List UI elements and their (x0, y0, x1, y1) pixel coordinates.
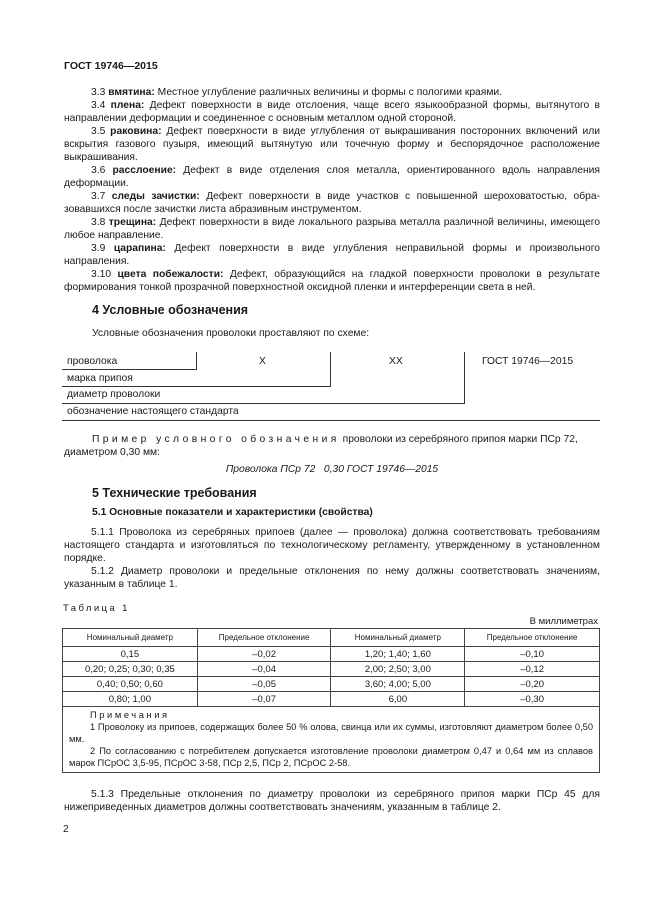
example-formula: Проволока ПСр 72 0,30 ГОСТ 19746—2015 (225, 464, 439, 475)
scheme-line (62, 420, 600, 421)
def-text: Дефект поверхности в виде углубления от выкрашивания посторонних включений или вскрытия газового пузыря, имеющий вытянутую или точечную форму и беспорядочное расположение выкрашивания. (64, 126, 600, 163)
section-4-title: 4 Условные обозначения (92, 303, 249, 317)
table-1-units: В миллиметрах (529, 616, 598, 627)
scheme-line (62, 386, 331, 387)
scheme-diameter: диаметр проволоки (67, 389, 161, 400)
paragraph-5-1-2: 5.1.2 Диаметр проволоки и предельные отклонения по нему должны соответствовать значениям, указанным в таблице 1. (64, 566, 600, 590)
def-text: Дефект в виде отделения слоя металла, ориентированного вдоль направления деформации. (64, 165, 600, 189)
def-num: 3.6 (91, 165, 106, 176)
def-term: вмятина: (108, 87, 155, 98)
example-line-1 (92, 433, 578, 446)
table-cell: 0,20; 0,25; 0,30; 0,35 (63, 662, 198, 677)
def-text: Дефект поверхности в виде участков с повышенной шероховатостью, образовавшихся после зачистки листа абразивным инструментом. (64, 191, 600, 215)
section-4-intro: Условные обозначения проволоки проставляют по схеме: (92, 328, 370, 339)
definition-3-3 (64, 86, 600, 99)
def-text: Дефект поверхности в виде отслоения, чаще всего языкообразной формы, вытянутого в направлении деформации и соединенное с основным металлом одной стороной. (64, 100, 600, 124)
table-cell: 6,00 (331, 692, 465, 707)
def-text: Дефект поверхности в виде углубления неправильной формы и произвольного направления. (64, 243, 600, 267)
table-header-row (63, 629, 600, 647)
table-notes (63, 707, 600, 773)
paragraph-5-1-1: 5.1.1 Проволока из серебряных припоев (далее — проволока) должна соответствовать требованиям настоящего стандарта и изготовляться по технологическому регламенту, утвержденному в установленном порядке. (64, 527, 600, 564)
def-num: 3.7 (91, 191, 106, 202)
table-cell: –0,30 (465, 692, 600, 707)
scheme-line (196, 352, 197, 370)
def-term: царапина: (113, 243, 166, 254)
definition-3-4 (64, 99, 600, 125)
subsection-5-1-title: 5.1 Основные показатели и характеристики (свойства) (92, 507, 373, 518)
page-number: 2 (63, 824, 69, 835)
scheme-line (62, 403, 465, 404)
def-num: 3.4 (91, 100, 106, 111)
header-cell: Номинальный диаметр (331, 629, 465, 647)
note-2: 2 По согласованию с потребителем допускается изготовление проволоки диаметром 0,47 и 0,64 мм из сплавов марок ПСрОС 3,5-95, ПСрОС 3-58, ПСр 2,5, ПСр 2, ПСрОС 2-58. (69, 746, 593, 768)
table-row (63, 647, 600, 662)
def-text: Дефект, образующийся на гладкой поверхности проволоки в результате формирования тонкой прозрачной поверхностной оксидной пленки и интерференции света в ней. (64, 269, 600, 293)
definition-3-5 (64, 125, 600, 164)
def-term: плена: (110, 100, 145, 111)
def-term: следы зачистки: (111, 191, 200, 202)
scheme-std: ГОСТ 19746—2015 (482, 356, 574, 367)
table-cell: –0,05 (197, 677, 331, 692)
note-1: 1 Проволоку из припоев, содержащих более 50 % олова, свинца или их суммы, изготовляют диаметром более 0,50 мм. (69, 722, 593, 744)
table-cell: –0,10 (465, 647, 600, 662)
def-num: 3.9 (91, 243, 106, 254)
table-row (63, 677, 600, 692)
table-row (63, 692, 600, 707)
def-num: 3.5 (91, 126, 106, 137)
paragraph-5-1-3: 5.1.3 Предельные отклонения по диаметру проволоки из серебряного припоя марки ПСр 45 для нижеприведенных диаметров должны соответствовать значениям, указанным в таблице 2. (64, 789, 600, 813)
notes-title: Примечания (90, 710, 170, 720)
table-row (63, 662, 600, 677)
document-header: ГОСТ 19746—2015 (64, 60, 158, 72)
table-cell: –0,07 (197, 692, 331, 707)
table-cell: –0,04 (197, 662, 331, 677)
def-term: цвета побежалости: (117, 269, 224, 280)
definition-3-10 (64, 268, 600, 294)
table-cell: –0,12 (465, 662, 600, 677)
def-term: расслоение: (112, 165, 177, 176)
scheme-line (464, 352, 465, 404)
scheme-standard: обозначение настоящего стандарта (67, 406, 239, 417)
example-line-2: диаметром 0,30 мм: (64, 447, 160, 458)
header-cell: Предельное отклонение (197, 629, 331, 647)
definition-3-7 (64, 190, 600, 216)
def-term: раковина: (110, 126, 162, 137)
table-cell: 0,15 (63, 647, 198, 662)
header-cell: Предельное отклонение (465, 629, 600, 647)
definition-3-8 (64, 216, 600, 242)
definition-3-6 (64, 164, 600, 190)
table-cell: 1,20; 1,40; 1,60 (331, 647, 465, 662)
table-cell: –0,20 (465, 677, 600, 692)
table-1-caption: Таблица 1 (63, 603, 130, 614)
scheme-xx: XX (389, 356, 403, 367)
definition-3-9 (64, 242, 600, 268)
table-cell: 2,00; 2,50; 3,00 (331, 662, 465, 677)
scheme-solder-grade: марка припоя (67, 373, 133, 384)
example-text: проволоки из серебряного припоя марки ПСр 72, (339, 434, 578, 445)
scheme-x: X (259, 356, 266, 367)
table-cell: –0,02 (197, 647, 331, 662)
table-notes-row (63, 707, 600, 773)
example-label: Пример условного обозначения (92, 434, 340, 445)
scheme-line (62, 369, 197, 370)
def-num: 3.10 (91, 269, 112, 280)
def-num: 3.3 (91, 87, 106, 98)
table-cell: 0,80; 1,00 (63, 692, 198, 707)
def-num: 3.8 (91, 217, 106, 228)
scheme-wire: проволока (67, 356, 118, 367)
header-cell: Номинальный диаметр (63, 629, 198, 647)
def-text: Дефект поверхности в виде локального разрыва металла различной величины, имеющего любое направление. (64, 217, 600, 241)
def-text: Местное углубление различных величины и формы с пологими краями. (154, 87, 503, 98)
section-5-title: 5 Технические требования (92, 486, 257, 500)
scheme-line (330, 352, 331, 387)
def-term: трещина: (108, 217, 157, 228)
table-cell: 0,40; 0,50; 0,60 (63, 677, 198, 692)
table-cell: 3,60; 4,00; 5,00 (331, 677, 465, 692)
table-1 (62, 628, 600, 773)
